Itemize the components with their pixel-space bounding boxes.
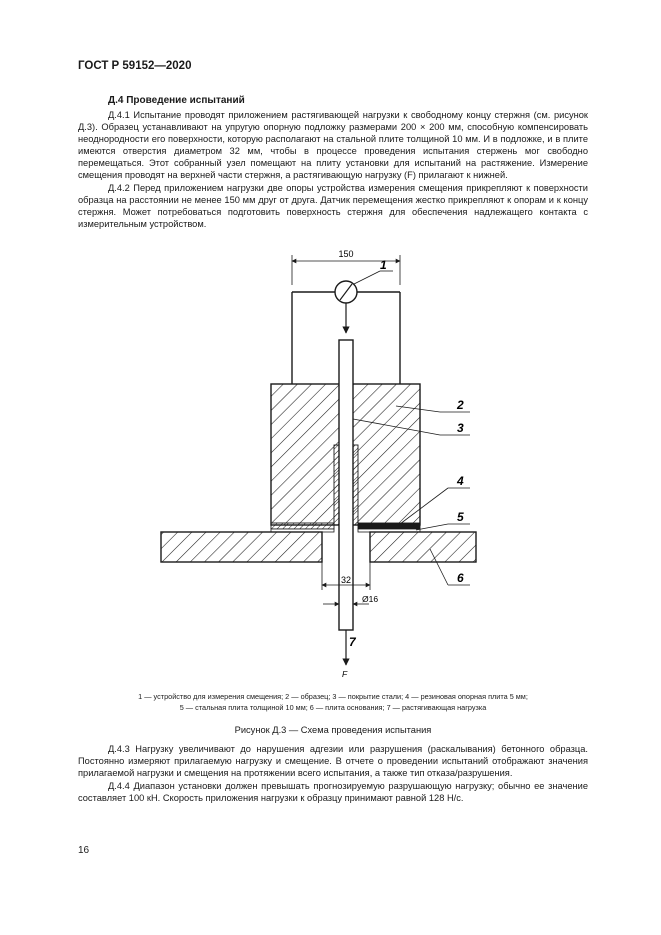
base-plate-left — [161, 532, 322, 562]
callout-1 — [354, 258, 393, 284]
section-title: Д.4 Проведение испытаний — [108, 95, 245, 106]
figure-legend — [78, 691, 588, 713]
svg-text:5: 5 — [457, 510, 464, 524]
dimension-16-label: Ø16 — [362, 594, 379, 604]
svg-text:3: 3 — [457, 421, 464, 435]
figure-legend-line-2: 5 — стальная плита толщиной 10 мм; 6 — плита основания; 7 — растягивающая нагрузка — [179, 703, 487, 712]
svg-text:1: 1 — [380, 258, 387, 272]
svg-text:4: 4 — [457, 474, 464, 488]
load-label: F — [342, 669, 348, 679]
test-setup-figure — [130, 240, 490, 680]
figure-title: Рисунок Д.3 — Схема проведения испытания — [234, 725, 432, 735]
paragraph-d4-3: Д.4.3 Нагрузку увеличивают до нарушения адгезии или разрушения (раскалывания) бетонного образца. Постоянно измеряют прилагаемую нагрузку и смещение. В отчете о проведении испытаний отображают значения прилагаемой нагрузки и смещения на протяжении всего испытания, а также тип отказа/разрушения. — [78, 744, 588, 778]
page-number: 16 — [78, 845, 90, 856]
dimension-150-label: 150 — [338, 249, 354, 259]
callout-7 — [349, 635, 357, 649]
paragraph-d4-1: Д.4.1 Испытание проводят приложением растягивающей нагрузки к свободному концу стержня (см. рисунок Д.3). Образец устанавливают на упругую опорную подложку размерами 200 × 200 мм, способную компенсировать неоднородности его поверхности, которую располагают на стальной плите толщиной 10 мм. И в подложке, и в плите имеются отверстия диаметром 32 мм, чтобы в процессе проведения испытания стержень мог свободно перемещаться. Этот собранный узел помещают на плиту установки для испытаний на растяжение. Измерение смещения проводят на верхней части стержня, а растягивающую нагрузку (F) прилагают к нижней. — [78, 110, 588, 180]
base-plate-right — [370, 532, 476, 562]
callout-5 — [416, 510, 470, 530]
tensile-load-arrow — [342, 630, 348, 679]
figure-legend-line-1: 1 — устройство для измерения смещения; 2 — образец; 3 — покрытие стали; 4 — резиновая опорная плита 5 мм; — [138, 692, 528, 701]
rubber-pad-right — [358, 523, 420, 529]
steel-rod — [339, 340, 353, 630]
paragraph-d4-4: Д.4.4 Диапазон установки должен превышать прогнозируемую разрушающую нагрузку; обычно ее значение составляет 100 кН. Скорость приложения нагрузки к образцу принимают равной 128 Н/с. — [78, 781, 588, 803]
document-header: ГОСТ Р 59152—2020 — [78, 60, 192, 72]
paragraph-d4-2: Д.4.2 Перед приложением нагрузки две опоры устройства измерения смещения прикрепляют к поверхности образца на расстоянии не менее 150 мм друг от друга. Датчик перемещения жестко прикрепляют к опорам и к концу стержня. Может потребоваться подготовить поверхность стержня для обеспечения надлежащего контакта с измерительным устройством. — [78, 183, 588, 229]
svg-text:7: 7 — [349, 635, 356, 649]
dimension-32-label: 32 — [340, 575, 352, 585]
svg-text:2: 2 — [457, 398, 464, 412]
rubber-pad-left — [271, 523, 334, 529]
svg-text:6: 6 — [457, 571, 464, 585]
